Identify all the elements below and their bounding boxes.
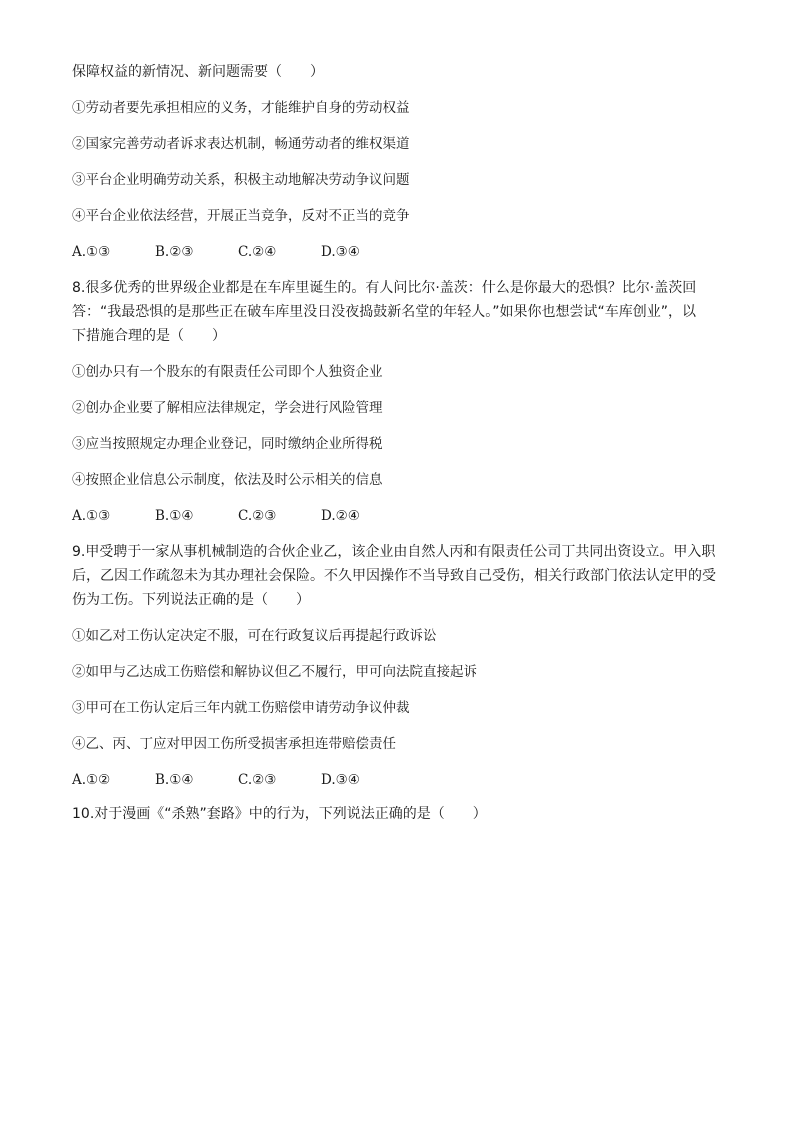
question-9-stem-line-2: 后，乙因工作疏忽未为其办理社会保险。不久甲因操作不当导致自己受伤，相关行政部门依法认定甲的受	[72, 568, 716, 584]
q7-option-2: ②国家完善劳动者诉求表达机制，畅通劳动者的维权渠道	[72, 136, 410, 152]
question-8-stem-line-2: 答：“我最恐惧的是那些正在破车库里没日没夜捣鼓新名堂的年轻人。”如果你也想尝试“车库创业”，以	[72, 304, 697, 320]
q7-choice-b: B.②③	[155, 244, 194, 260]
q8-choice-d: D.②④	[321, 508, 360, 524]
q7-choices	[72, 242, 724, 262]
q8-option-4: ④按照企业信息公示制度，依法及时公示相关的信息	[72, 472, 383, 488]
q9-choice-c: C.②③	[238, 772, 277, 788]
q9-option-1: ①如乙对工伤认定决定不服，可在行政复议后再提起行政诉讼	[72, 628, 437, 644]
q8-choice-a: A.①③	[72, 508, 111, 524]
q9-option-4: ④乙、丙、丁应对甲因工伤所受损害承担连带赔偿责任	[72, 736, 396, 752]
question-8-stem-line-3: 下措施合理的是（ ）	[72, 328, 226, 344]
question-8-stem-line-1: 8.很多优秀的世界级企业都是在车库里诞生的。有人问比尔·盖茨：什么是你最大的恐惧？比尔·盖茨回	[72, 280, 697, 296]
q9-choice-a: A.①②	[72, 772, 111, 788]
q8-choice-b: B.①④	[155, 508, 194, 524]
question-9-stem-line-3: 伤为工伤。下列说法正确的是（ ）	[72, 592, 310, 608]
q9-option-3: ③甲可在工伤认定后三年内就工伤赔偿申请劳动争议仲裁	[72, 700, 410, 716]
q7-option-3: ③平台企业明确劳动关系，积极主动地解决劳动争议问题	[72, 172, 410, 188]
question-10-stem: 10.对于漫画《“杀熟”套路》中的行为，下列说法正确的是（ ）	[72, 806, 487, 822]
q8-option-1: ①创办只有一个股东的有限责任公司即个人独资企业	[72, 364, 383, 380]
q9-choice-b: B.①④	[155, 772, 194, 788]
question-7-stem: 保障权益的新情况、新问题需要（ ）	[72, 64, 324, 80]
q8-option-2: ②创办企业要了解相应法律规定，学会进行风险管理	[72, 400, 383, 416]
q7-choice-c: C.②④	[238, 244, 277, 260]
q7-choice-a: A.①③	[72, 244, 111, 260]
q7-choice-d: D.③④	[321, 244, 360, 260]
q9-choice-d: D.③④	[321, 772, 360, 788]
q9-choices	[72, 770, 724, 790]
q9-option-2: ②如甲与乙达成工伤赔偿和解协议但乙不履行，甲可向法院直接起诉	[72, 664, 477, 680]
q8-option-3: ③应当按照规定办理企业登记，同时缴纳企业所得税	[72, 436, 383, 452]
q8-choice-c: C.②③	[238, 508, 277, 524]
q7-option-1: ①劳动者要先承担相应的义务，才能维护自身的劳动权益	[72, 100, 410, 116]
question-9-stem-line-1: 9.甲受聘于一家从事机械制造的合伙企业乙，该企业由自然人丙和有限责任公司丁共同出资设立。甲入职	[72, 544, 716, 560]
q8-choices	[72, 506, 724, 526]
q7-option-4: ④平台企业依法经营，开展正当竞争，反对不正当的竞争	[72, 208, 410, 224]
